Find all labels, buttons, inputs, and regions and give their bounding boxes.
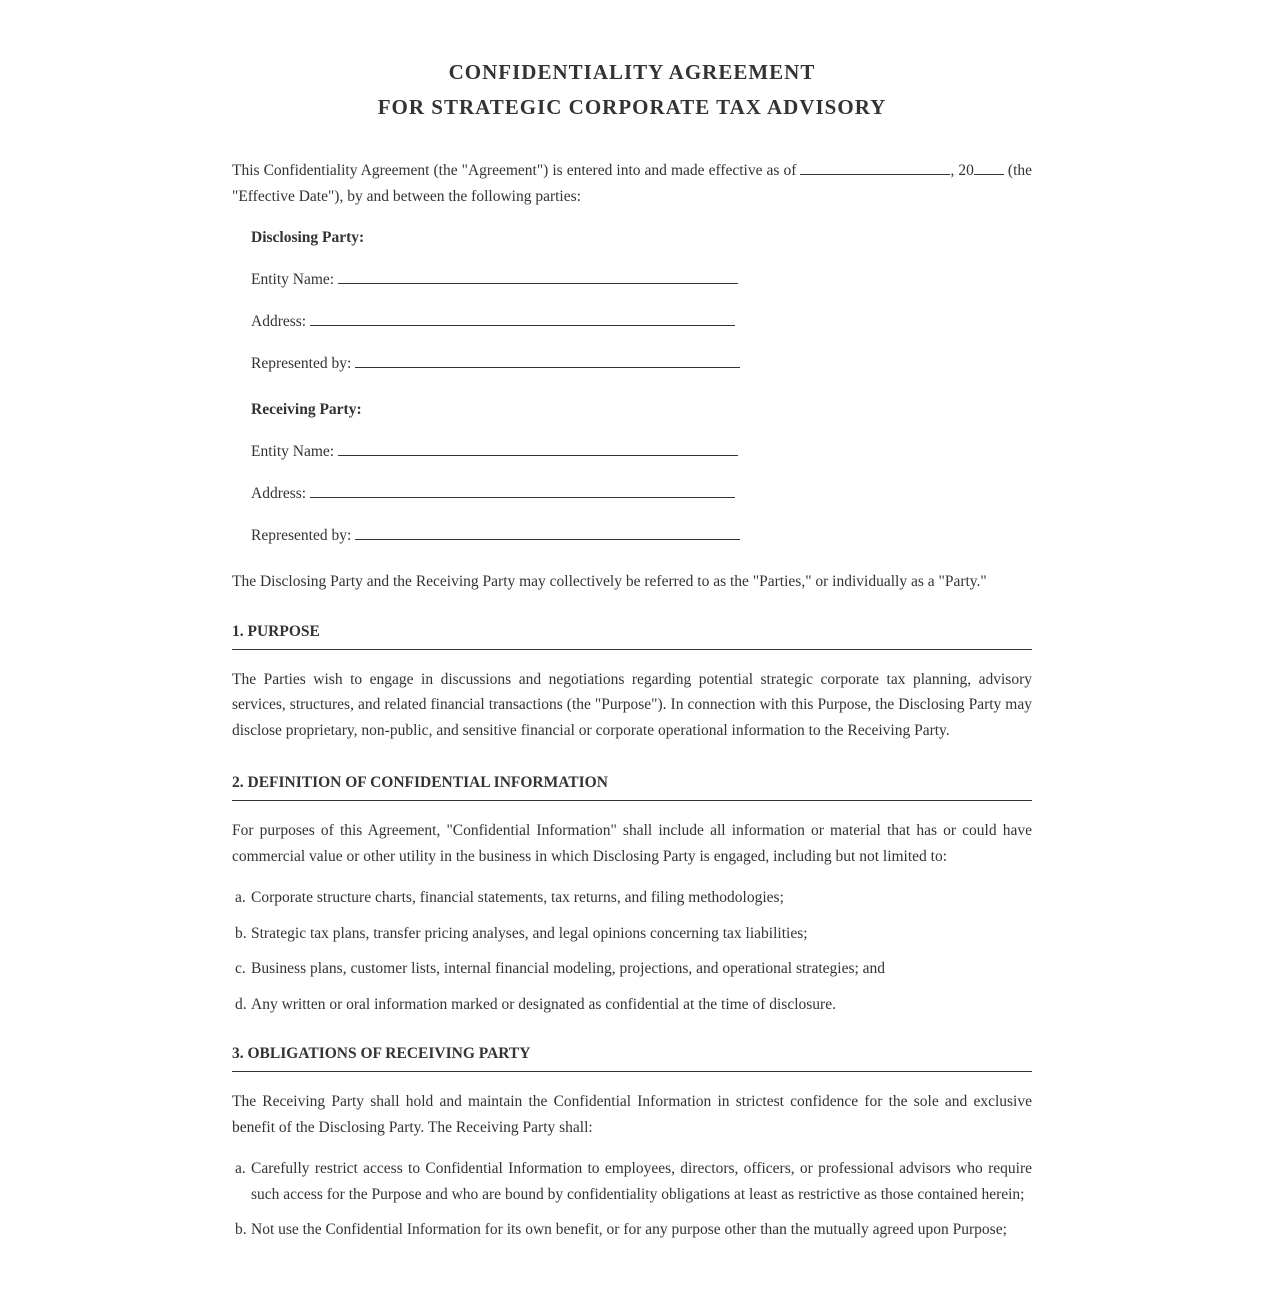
receiving-entity-name-input[interactable]: [338, 441, 738, 456]
section-definition-body: For purposes of this Agreement, "Confidential Information" shall include all information or material that has or could have commercial value or other utility in the business in which Disclosing Party is engaged, including but not limited to:: [232, 822, 1032, 865]
list-item-text: Not use the Confidential Information for its own benefit, or for any purpose other than the mutually agreed upon Purpose;: [251, 1221, 1007, 1238]
list-marker: b.: [235, 924, 247, 942]
list-item-text: Carefully restrict access to Confidential Information to employees, directors, officers, or professional advisors who require such access for the Purpose and who are bound by confidentiality obligations at least as restrictive as those contained herein;: [251, 1160, 1032, 1203]
list-item-text: Strategic tax plans, transfer pricing analyses, and legal opinions concerning tax liabilities;: [251, 924, 808, 942]
disclosing-represented-by-field: [251, 351, 1032, 377]
address-label: Address:: [251, 485, 307, 502]
list-item-text: Business plans, customer lists, internal financial modeling, projections, and operational strategies; and: [251, 960, 886, 977]
receiving-address-input[interactable]: [310, 483, 735, 498]
list-marker: a.: [235, 1160, 246, 1177]
receiving-represented-by-input[interactable]: [355, 525, 740, 540]
list-item: [232, 1217, 1032, 1243]
document-page: [232, 0, 1032, 1243]
list-item: [232, 1156, 1032, 1207]
section-purpose-heading: 1. PURPOSE: [232, 621, 1032, 650]
entity-name-label: Entity Name:: [251, 443, 335, 460]
obligations-list: [232, 1156, 1032, 1243]
list-item: [232, 992, 1032, 1018]
receiving-represented-by-field: [251, 523, 1032, 549]
document-title: [232, 0, 1032, 125]
effective-date-blank[interactable]: [800, 162, 950, 175]
list-item-text: Corporate structure charts, financial statements, tax returns, and filing methodologies;: [251, 889, 784, 906]
intro-text-1: This Confidentiality Agreement (the "Agreement") is entered into and made effective as of: [232, 162, 797, 179]
intro-text-2: , 20: [950, 162, 974, 179]
disclosing-represented-by-input[interactable]: [355, 353, 740, 368]
represented-by-label: Represented by:: [251, 355, 352, 372]
title-line-1: CONFIDENTIALITY AGREEMENT: [448, 60, 816, 84]
disclosing-address-field: [251, 309, 1032, 335]
list-item: [232, 956, 1032, 982]
year-blank[interactable]: [974, 162, 1004, 175]
definition-list: [232, 885, 1032, 1017]
list-marker: d.: [235, 995, 247, 1013]
parties-note: The Disclosing Party and the Receiving Party may collectively be referred to as the "Parties," or individually as a "Party.": [232, 573, 987, 590]
entity-name-label: Entity Name:: [251, 271, 335, 288]
intro-text-3: (the "Effective Date"), by and between the following parties:: [232, 162, 1033, 205]
intro-paragraph: [232, 158, 1032, 210]
section-purpose-body: The Parties wish to engage in discussions and negotiations regarding potential strategic corporate tax planning, advisory services, structures, and related financial transactions (the "Purpose"). In connection with this Purpose, the Disclosing Party may disclose proprietary, non-public, and sensitive financial or corporate operational information to the Receiving Party.: [232, 670, 1032, 739]
list-marker: a.: [235, 889, 246, 906]
section-obligations-heading: 3. OBLIGATIONS OF RECEIVING PARTY: [232, 1043, 1032, 1072]
section-definition-heading: 2. DEFINITION OF CONFIDENTIAL INFORMATION: [232, 772, 1032, 801]
disclosing-entity-name-input[interactable]: [338, 269, 738, 284]
list-marker: c.: [235, 960, 246, 977]
list-item: [232, 885, 1032, 911]
receiving-address-field: [251, 481, 1032, 507]
disclosing-address-input[interactable]: [310, 311, 735, 326]
list-marker: b.: [235, 1221, 247, 1238]
section-obligations-body: The Receiving Party shall hold and maintain the Confidential Information in strictest confidence for the sole and exclusive benefit of the Disclosing Party. The Receiving Party shall:: [232, 1093, 1032, 1136]
disclosing-party-heading: Disclosing Party:: [251, 229, 365, 246]
represented-by-label: Represented by:: [251, 527, 352, 544]
receiving-party-heading: Receiving Party:: [251, 401, 362, 418]
list-item-text: Any written or oral information marked or designated as confidential at the time of disclosure.: [251, 995, 836, 1013]
disclosing-party-block: [251, 225, 1032, 549]
receiving-entity-name-field: [251, 439, 1032, 465]
title-line-2: FOR STRATEGIC CORPORATE TAX ADVISORY: [377, 95, 887, 119]
address-label: Address:: [251, 313, 307, 330]
list-item: [232, 921, 1032, 947]
disclosing-entity-name-field: [251, 267, 1032, 293]
